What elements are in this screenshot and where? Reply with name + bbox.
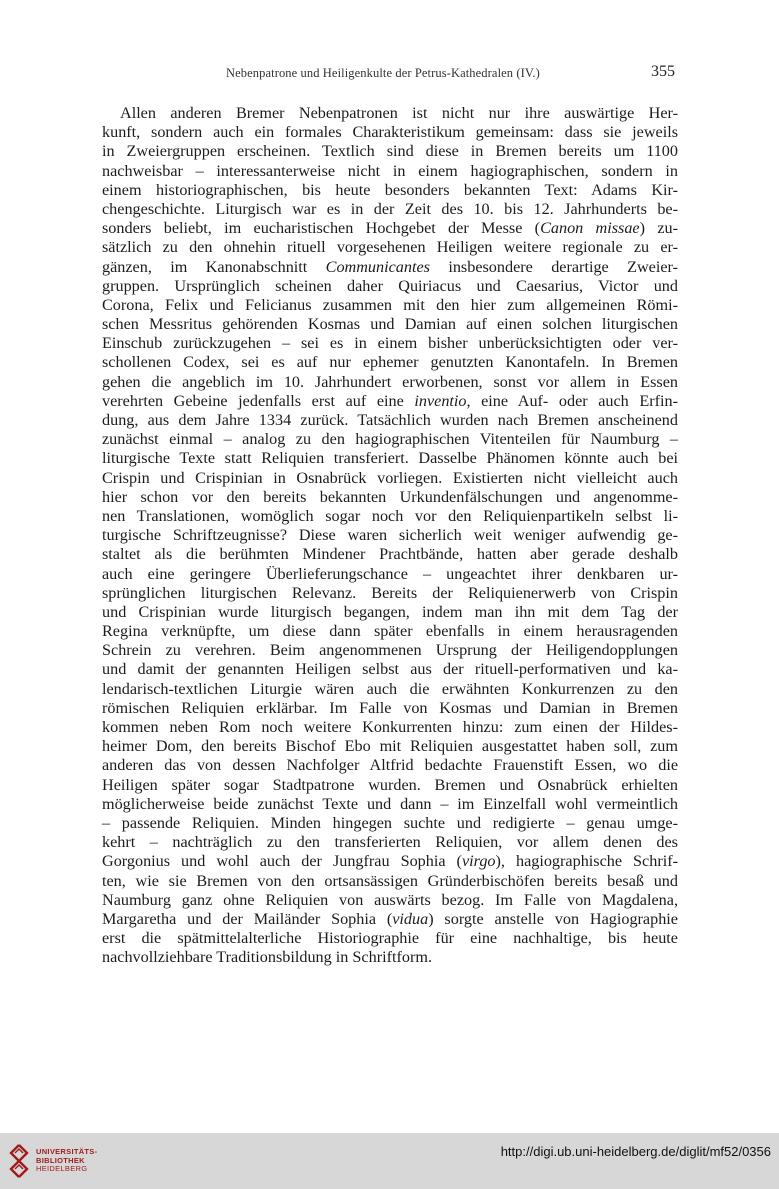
text-run: gruppen. Ursprünglich scheinen daher Quiriacus und Caesarius, Victor und	[102, 276, 678, 295]
text-line	[102, 948, 678, 967]
text-run: dung, aus dem Jahre 1334 zurück. Tatsächlich wurden nach Bremen anscheinend	[102, 411, 678, 429]
text-line	[102, 737, 678, 756]
text-run: zunächst einmal – analog zu den hagiographischen Vitenteilen für Naumburg –	[102, 430, 678, 449]
text-run: kunft, sondern auch ein formales Charakteristikum gemeinsam: dass sie jeweils	[102, 123, 678, 142]
italic-term: vidua	[392, 909, 429, 928]
text-line	[102, 334, 678, 353]
text-run: Allen anderen Bremer Nebenpatronen ist nicht nur ihre auswärtige Her-	[120, 104, 678, 122]
text-run: verehrten Gebeine jedenfalls erst auf eine	[102, 391, 415, 410]
text-line	[102, 622, 678, 641]
text-line	[102, 373, 678, 392]
text-line	[102, 162, 678, 181]
text-line	[102, 219, 678, 238]
text-run: sprünglichen liturgischen Relevanz. Bereits der Reliquienerwerb von Crispin	[102, 583, 678, 602]
text-run: und Crispinian wurde liturgisch begangen, indem man ihn mit dem Tag der	[102, 602, 678, 621]
text-run: Einschub zurückzugehen – sei es in einem bisher unberücksichtigten oder ver-	[102, 334, 678, 353]
text-line	[102, 680, 678, 699]
text-line	[102, 430, 678, 449]
text-line	[102, 584, 678, 603]
text-line	[102, 353, 678, 372]
text-line	[102, 545, 678, 564]
text-line	[102, 891, 678, 910]
text-line	[102, 123, 678, 142]
text-line	[102, 142, 678, 161]
text-run: insbesondere derartige Zweier-	[429, 257, 678, 276]
text-line	[102, 872, 678, 891]
library-name-line3: HEIDELBERG	[36, 1164, 88, 1174]
text-line	[102, 718, 678, 737]
text-run: heimer Dom, den bereits Bischof Ebo mit Reliquien ausgestattet haben soll, zum	[102, 737, 678, 756]
text-run: kehrt – nachträglich zu den transferierten Reliquien, vor allem denen des	[102, 833, 678, 852]
text-run: kommen neben Rom noch weitere Konkurrenten hinzu: zum einen der Hildes-	[102, 718, 678, 736]
text-line	[102, 411, 678, 430]
text-run: ), hagiographische Schrif-	[495, 852, 679, 871]
text-line	[102, 296, 678, 315]
running-title: Nebenpatrone und Heiligenkulte der Petrus-Kathedralen (IV.)	[226, 66, 540, 80]
text-run: Crispin und Crispinian in Osnabrück vorliegen. Existierten nicht vielleicht auch	[102, 468, 678, 487]
italic-term: virgo	[461, 852, 496, 871]
text-run: gehen die angeblich im 10. Jahrhundert erworbenen, sonst vor allem in Essen	[102, 372, 678, 391]
text-line	[102, 814, 678, 833]
text-run: hier schon vor den bereits bekannten Urkundenfälschungen und angenomme-	[102, 487, 678, 506]
text-line	[102, 603, 678, 622]
text-line	[102, 756, 678, 775]
text-run: anderen das von dessen Nachfolger Altfrid bedachte Frauenstift Essen, wo die	[102, 756, 678, 775]
text-run: Naumburg ganz ohne Reliquien von auswärts bezog. Im Falle von Magdalena,	[102, 890, 678, 909]
text-line	[102, 526, 678, 545]
text-run: ) sorgte anstelle von Hagiographie	[428, 909, 678, 928]
text-run: sätzlich zu den ohnehin rituell vorgesehenen Heiligen weitere regionale zu er-	[102, 238, 678, 257]
text-run: Margaretha und der Mailänder Sophia (	[102, 909, 393, 928]
text-line	[102, 258, 678, 277]
text-line	[102, 315, 678, 334]
text-run: sonders beliebt, im eucharistischen Hochgebet der Messe (	[102, 219, 541, 238]
text-line	[102, 277, 678, 296]
body-paragraph	[102, 104, 678, 967]
text-run: nen Translationen, womöglich sogar noch vor den Reliquienpartikeln selbst li-	[102, 506, 678, 525]
text-line	[102, 699, 678, 718]
text-run: staltet als die berühmten Mindener Prachtbände, hatten aber gerade deshalb	[102, 545, 678, 564]
text-line	[102, 181, 678, 200]
running-header	[0, 63, 779, 86]
text-line	[102, 565, 678, 584]
text-run: gänzen, im Kanonabschnitt	[102, 257, 326, 276]
text-run: Regina verknüpfte, um diese dann später ebenfalls in einem herausragenden	[102, 622, 678, 641]
text-run: liturgische Texte statt Reliquien transferiert. Dasselbe Phänomen könnte auch bei	[102, 449, 678, 468]
library-logo[interactable]	[8, 1144, 148, 1180]
text-run: Heiligen später sogar Stadtpatrone wurden. Bremen und Osnabrück erhielten	[102, 775, 678, 794]
text-line	[102, 469, 678, 488]
text-line	[102, 200, 678, 219]
library-name-line2: BIBLIOTHEK	[36, 1155, 85, 1165]
text-run: Corona, Felix und Felicianus zusammen mit den hier zum allgemeinen Römi-	[102, 295, 678, 314]
text-line	[102, 852, 678, 871]
text-run: nachweisbar – interessanterweise nicht in einem hagiographischen, sondern in	[102, 161, 678, 180]
italic-term: Canon missae	[540, 219, 640, 238]
text-line	[102, 488, 678, 507]
text-line	[102, 238, 678, 257]
italic-term: Communicantes	[325, 257, 430, 276]
text-line	[102, 795, 678, 814]
text-run: römischen Reliquien erklärbar. Im Falle von Kosmas und Damian in Bremen	[102, 698, 678, 717]
text-line	[102, 660, 678, 679]
library-name-line1: UNIVERSITÄTS-	[36, 1147, 98, 1156]
text-line	[102, 910, 678, 929]
digitization-footer	[0, 1133, 779, 1189]
text-run: nachvollziehbare Traditionsbildung in Schriftform.	[102, 948, 432, 967]
library-name	[36, 1148, 97, 1174]
text-line	[102, 929, 678, 948]
page-number: 355	[651, 63, 675, 80]
text-run: auch eine geringere Überlieferungschance – ungeachtet ihrer denkbaren ur-	[102, 564, 678, 583]
text-run: einem historiographischen, bis heute besonders bekannten Text: Adams Kir-	[102, 180, 678, 199]
text-run: ten, wie sie Bremen von den ortsansässigen Gründerbischöfen bereits besaß und	[102, 871, 678, 890]
italic-term: inventio	[414, 391, 467, 410]
text-line	[102, 776, 678, 795]
library-emblem-icon	[8, 1144, 30, 1178]
text-run: Gorgonius und wohl auch der Jungfrau Sophia (	[102, 852, 462, 871]
text-run: möglicherweise beide zunächst Texte und dann – im Einzelfall wohl vermeintlich	[102, 794, 678, 813]
permalink-url[interactable]: http://digi.ub.uni-heidelberg.de/diglit/mf52/0356	[500, 1144, 771, 1159]
text-run: – passende Reliquien. Minden hingegen suchte und redigierte – genau umge-	[102, 813, 678, 832]
text-run: chengeschichte. Liturgisch war es in der Zeit des 10. bis 12. Jahrhunderts be-	[102, 199, 678, 218]
text-run: erst die spätmittelalterliche Historiographie für eine nachhaltige, bis heute	[102, 929, 678, 948]
text-line	[102, 833, 678, 852]
text-line	[102, 104, 678, 123]
text-run: schen Messritus gehörenden Kosmas und Damian auf einen solchen liturgischen	[102, 315, 678, 334]
text-run: und damit der genannten Heiligen selbst aus der rituell-performativen und ka-	[102, 660, 678, 679]
text-run: Schrein zu verehren. Beim angenommenen Ursprung der Heiligendopplungen	[102, 641, 678, 660]
text-run: turgische Schriftzeugnisse? Diese waren sicherlich weit weniger aufwendig ge-	[102, 526, 678, 545]
text-run: , eine Auf- oder auch Erfin-	[466, 391, 678, 410]
text-run: ) zu-	[639, 219, 678, 238]
text-run: in Zweiergruppen erscheinen. Textlich sind diese in Bremen bereits um 1100	[102, 142, 678, 161]
text-line	[102, 392, 678, 411]
text-line	[102, 507, 678, 526]
text-line	[102, 641, 678, 660]
text-line	[102, 449, 678, 468]
text-run: lendarisch-textlichen Liturgie wären auch die erwähnten Konkurrenzen zu den	[102, 679, 678, 698]
text-run: schollenen Codex, sei es auf nur ephemer genutzten Kanontafeln. In Bremen	[102, 353, 678, 372]
